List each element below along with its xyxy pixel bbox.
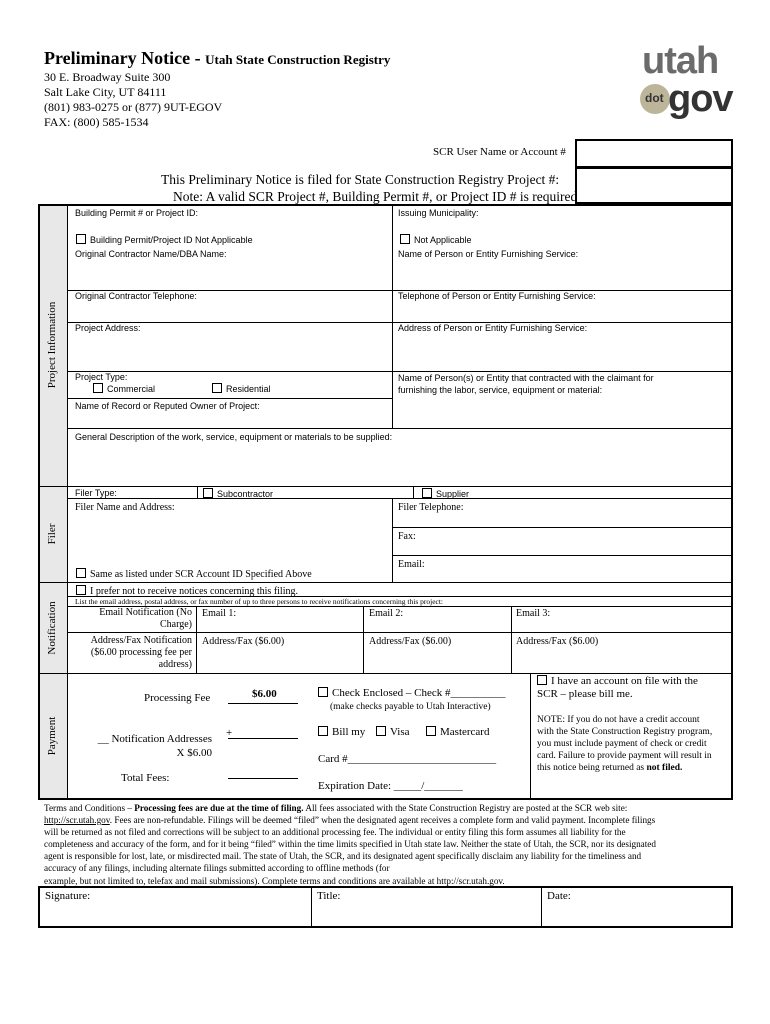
phone-furnishing-label: Telephone of Person or Entity Furnishing Service:: [398, 291, 596, 301]
same-as-account[interactable]: Same as listed under SCR Account ID Specified Above: [76, 568, 312, 580]
bp-not-applicable-checkbox[interactable]: [76, 234, 86, 244]
total-fees-input[interactable]: [228, 778, 298, 779]
account-on-file[interactable]: I have an account on file with the SCR – please bill me.: [537, 675, 698, 700]
notification-fee-input[interactable]: [228, 738, 298, 739]
addr-fax1-label: Address/Fax ($6.00): [202, 636, 285, 647]
addr-fax3-label: Address/Fax ($6.00): [516, 636, 599, 647]
commercial-checkbox[interactable]: [93, 383, 103, 393]
municipality-not-applicable-checkbox[interactable]: [400, 234, 410, 244]
commercial-option[interactable]: Commercial: [93, 383, 155, 394]
utah-gov-logo: utah dot gov: [642, 40, 733, 120]
check-enclosed[interactable]: Check Enclosed – Check #__________: [318, 687, 506, 699]
total-fees-label: Total Fees:: [121, 772, 170, 784]
processing-fee-amount: $6.00: [252, 688, 277, 700]
visa-checkbox[interactable]: [376, 726, 386, 736]
checks-payable-note: (make checks payable to Utah Interactive): [330, 702, 491, 712]
mastercard-checkbox[interactable]: [426, 726, 436, 736]
residential-checkbox[interactable]: [212, 383, 222, 393]
project-address-label: Project Address:: [75, 323, 141, 333]
contracted-label: Name of Person(s) or Entity that contracted with the claimant for furnishing the labor, service, equipment or material:: [398, 373, 654, 395]
terms-and-conditions: Terms and Conditions – Processing fees are due at the time of filing. All fees associated with the State Construction Registry are posted at the SCR web site: http://scr.utah.gov. Fees are non-refundable. Filings will be deemed “filed” when the designated agent receives a complete form and valid payment. Incomplete filings will be returned as not filed and corrections will be subject to an additional processing fee. The individual or entity filing this form assumes all liability for the completeness and accuracy of the form, and for it being “filed” within the time limits specified in Utah state law. Neither the state of Utah, the SCR, nor its designated agent is responsible for lost, late, or misdirected mail. The state of Utah, the SCR, and its designated agent specifically disclaim any liability for the timeliness and accuracy of any filings, including alternate filings submitted according to offline methods (for example, but not limited to, telefax and mail submissions). Complete terms and conditions are available at http://scr.utah.gov.: [44, 803, 656, 886]
building-permit-label: Building Permit # or Project ID:: [75, 208, 199, 218]
issuing-municipality-label: Issuing Municipality:: [398, 208, 479, 218]
person-furnishing-label: Name of Person or Entity Furnishing Service:: [398, 249, 579, 259]
email1-label: Email 1:: [202, 608, 237, 619]
filer-name-address-label: Filer Name and Address:: [75, 502, 175, 513]
check-enclosed-checkbox[interactable]: [318, 687, 328, 697]
notification-addresses-label: __ Notification Addresses X $6.00: [97, 733, 212, 759]
form-title: Preliminary Notice - Utah State Construction Registry: [44, 48, 391, 68]
date-field[interactable]: Date:: [547, 890, 571, 902]
filer-type-label: Filer Type:: [75, 488, 117, 498]
prefer-not-notify[interactable]: I prefer not to receive notices concerning this filing.: [76, 585, 298, 597]
bill-my-checkbox[interactable]: [318, 726, 328, 736]
municipality-not-applicable[interactable]: Not Applicable: [400, 234, 472, 245]
description-label: General Description of the work, service, equipment or materials to be supplied:: [75, 432, 393, 442]
payment-note: NOTE: If you do not have a credit account with the State Construction Registry program, you must include payment of check or credit card. Failure to provide payment will result in this notice being returned as not filed.: [537, 715, 713, 773]
project-section-label: Project Information: [46, 301, 58, 389]
account-label: SCR User Name or Account #: [433, 146, 566, 158]
owner-label: Name of Record or Reputed Owner of Project:: [75, 401, 260, 411]
supplier-option[interactable]: Supplier: [422, 488, 469, 499]
expiration-date-field[interactable]: Expiration Date: _____/_______: [318, 780, 463, 792]
orig-contractor-phone-label: Original Contractor Telephone:: [75, 291, 197, 301]
filer-section-label: Filer: [46, 523, 58, 545]
scr-website-link[interactable]: http://scr.utah.gov: [44, 815, 110, 826]
card-number-field[interactable]: Card #___________________________: [318, 753, 497, 765]
same-as-account-checkbox[interactable]: [76, 568, 86, 578]
prefer-not-checkbox[interactable]: [76, 585, 86, 595]
notice-line1: This Preliminary Notice is filed for State Construction Registry Project #:: [161, 172, 560, 187]
payment-section-label: Payment: [46, 716, 58, 756]
orig-contractor-name-label: Original Contractor Name/DBA Name:: [75, 249, 227, 259]
processing-fee-label: Processing Fee: [144, 692, 211, 704]
filer-telephone-label: Filer Telephone:: [398, 502, 464, 513]
bill-my-option[interactable]: Bill my: [318, 726, 365, 738]
account-input[interactable]: [575, 139, 733, 168]
email2-label: Email 2:: [369, 608, 404, 619]
filer-fax-label: Fax:: [398, 531, 416, 542]
subcontractor-checkbox[interactable]: [203, 488, 213, 498]
account-on-file-checkbox[interactable]: [537, 675, 547, 685]
visa-option[interactable]: Visa: [376, 726, 410, 738]
addr-fax2-label: Address/Fax ($6.00): [369, 636, 452, 647]
notification-instructions: List the email address, postal address, or fax number of up to three persons to receive notifications concerning this project:: [75, 597, 444, 606]
project-number-input[interactable]: [575, 167, 733, 204]
email3-label: Email 3:: [516, 608, 551, 619]
plus-sign: +: [226, 727, 233, 739]
subcontractor-option[interactable]: Subcontractor: [203, 488, 273, 499]
title-field[interactable]: Title:: [317, 890, 341, 902]
agency-address: 30 E. Broadway Suite 300 Salt Lake City, UT 84111 (801) 983-0275 or (877) 9UT-EGOV FAX: (800) 585-1534: [44, 70, 223, 129]
notice-line2: Note: A valid SCR Project #, Building Permit #, or Project ID # is required: [173, 189, 578, 204]
bp-not-applicable[interactable]: Building Permit/Project ID Not Applicable: [76, 234, 253, 245]
email-notification-label: Email Notification (No Charge): [99, 607, 192, 630]
signature-row: [38, 886, 733, 928]
residential-option[interactable]: Residential: [212, 383, 271, 394]
notification-section-label: Notification: [46, 601, 58, 655]
address-furnishing-label: Address of Person or Entity Furnishing Service:: [398, 323, 588, 333]
supplier-checkbox[interactable]: [422, 488, 432, 498]
mastercard-option[interactable]: Mastercard: [426, 726, 489, 738]
project-type-label: Project Type:: [75, 372, 128, 382]
filer-email-label: Email:: [398, 559, 425, 570]
address-notification-label: Address/Fax Notification ($6.00 processing fee per address): [90, 635, 192, 670]
signature-field[interactable]: Signature:: [45, 890, 91, 902]
